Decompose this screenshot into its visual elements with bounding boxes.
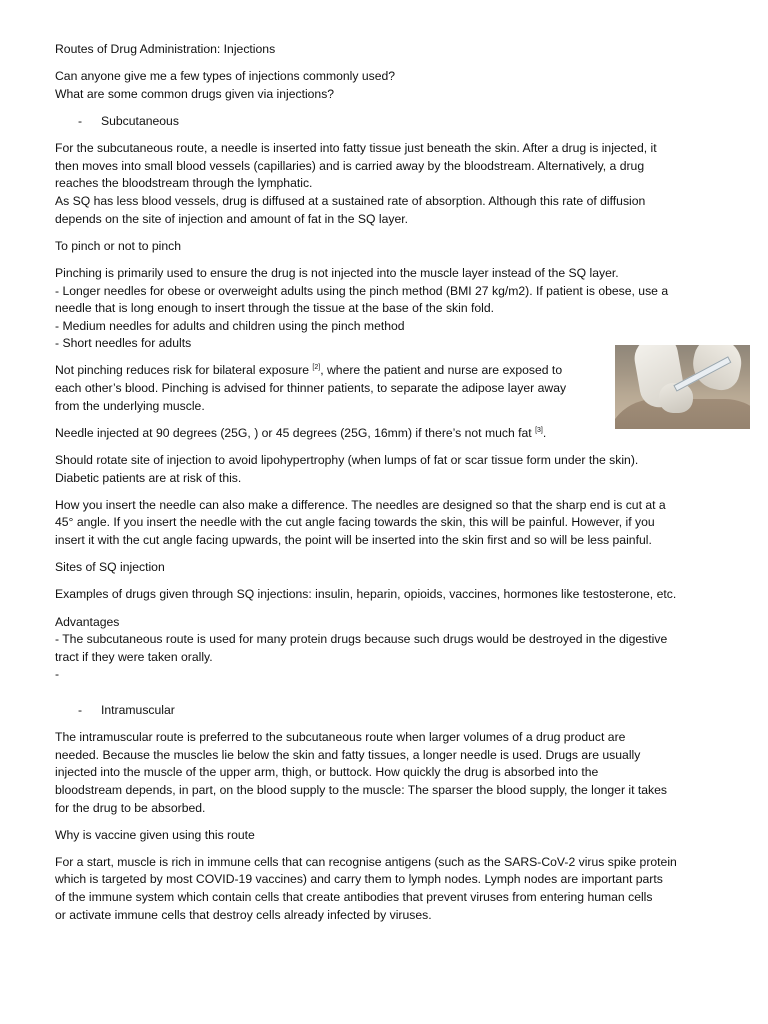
- text-line: Pinching is primarily used to ensure the drug is not injected into the muscle layer instead of the SQ layer.: [55, 265, 619, 280]
- text-fragment: Not pinching reduces risk for bilateral exposure: [55, 363, 313, 378]
- intramuscular-heading: [55, 702, 720, 720]
- text-line: - Short needles for adults: [55, 336, 192, 351]
- pinch-heading: To pinch or not to pinch: [55, 238, 182, 253]
- subcutaneous-heading-text: Subcutaneous: [101, 113, 179, 128]
- text-line: tract if they were taken orally.: [55, 649, 213, 664]
- text-fragment: , where the patient and nurse are exposed to: [320, 363, 563, 378]
- bullet-dash: -: [78, 113, 83, 128]
- sq-drug-examples: Examples of drugs given through SQ injections: insulin, heparin, opioids, vaccines, hormones like testosterone, etc.: [55, 587, 677, 602]
- text-fragment: Needle injected at 90 degrees (25G, ) or 45 degrees (25G, 16mm) if there’s not much fat: [55, 425, 536, 440]
- text-line: As SQ has less blood vessels, drug is diffused at a sustained rate of absorption. Although this rate of diffusion: [55, 193, 646, 208]
- subcutaneous-heading: [55, 113, 720, 131]
- text-line: which is targeted by most COVID-19 vaccines) and carry them to lymph nodes. Lymph nodes are important parts: [55, 872, 663, 887]
- text-line: - Longer needles for obese or overweight adults using the pinch method (BMI 27 kg/m2). If patient is obese, use a: [55, 283, 669, 298]
- text-line: Diabetic patients are at risk of this.: [55, 470, 242, 485]
- intro-questions: [55, 68, 720, 103]
- text-line: injected into the muscle of the upper arm, thigh, or buttock. How quickly the drug is absorbed into the: [55, 765, 599, 780]
- pinch-guidance: [55, 265, 720, 353]
- rotate-site-paragraph: [55, 452, 720, 487]
- document-body: [55, 41, 720, 924]
- text-line: For a start, muscle is rich in immune cells that can recognise antigens (such as the SARS-CoV-2 virus spike protein: [55, 854, 677, 869]
- text-line: bloodstream depends, in part, on the blood supply to the muscle: The sparser the blood supply, the longer it takes: [55, 782, 668, 797]
- text-line: Should rotate site of injection to avoid lipohypertrophy (when lumps of fat or scar tissue form under the skin).: [55, 453, 639, 468]
- subcutaneous-description: [55, 140, 720, 228]
- sites-heading: Sites of SQ injection: [55, 560, 165, 575]
- text-line: needed. Because the muscles lie below the skin and fatty tissues, a longer needle is used. Drugs are usually: [55, 747, 641, 762]
- intro-question-line: What are some common drugs given via injections?: [55, 86, 335, 101]
- injection-photo: [615, 345, 750, 429]
- text-line: each other’s blood. Pinching is advised for thinner patients, to separate the adipose layer away: [55, 381, 567, 396]
- text-line: depends on the site of injection and amount of fat in the SQ layer.: [55, 211, 408, 226]
- text-line: - Medium needles for adults and children using the pinch method: [55, 318, 405, 333]
- text-line: insert it with the cut angle facing upwards, the point will be inserted into the skin first and so will be less painful.: [55, 533, 652, 547]
- text-line: for the drug to be absorbed.: [55, 800, 206, 815]
- vaccine-heading: Why is vaccine given using this route: [55, 827, 255, 842]
- text-fragment: .: [542, 425, 547, 440]
- reference-marker[interactable]: [3]: [535, 426, 543, 434]
- text-line: The intramuscular route is preferred to the subcutaneous route when larger volumes of a drug product are: [55, 730, 626, 745]
- bullet-dash: -: [78, 702, 83, 717]
- intro-question-line: Can anyone give me a few types of injections commonly used?: [55, 69, 396, 84]
- text-line: How you insert the needle can also make a difference. The needles are designed so that the sharp end is cut at a: [55, 497, 666, 512]
- advantages-section: [55, 614, 720, 684]
- text-line: 45° angle. If you insert the needle with the cut angle facing towards the skin, this will be painful. However, if you: [55, 515, 655, 530]
- text-line: For the subcutaneous route, a needle is inserted into fatty tissue just beneath the skin. After a drug is injected, it: [55, 141, 657, 156]
- text-line: - The subcutaneous route is used for many protein drugs because such drugs would be destroyed in the digestive: [55, 632, 668, 647]
- text-line: -: [55, 667, 60, 682]
- text-line: of the immune system which contain cells that create antibodies that prevent viruses from entering human cells: [55, 890, 653, 905]
- intramuscular-description: [55, 729, 720, 817]
- reference-marker[interactable]: [2]: [312, 364, 321, 372]
- document-title: Routes of Drug Administration: Injections: [55, 42, 276, 56]
- advantages-heading: Advantages: [55, 614, 120, 629]
- needle-insertion-paragraph: [55, 497, 720, 550]
- intramuscular-heading-text: Intramuscular: [101, 702, 175, 717]
- text-line: or activate immune cells that destroy cells already infected by viruses.: [55, 907, 432, 922]
- text-line: from the underlying muscle.: [55, 398, 205, 413]
- text-line: reaches the bloodstream through the lymphatic.: [55, 176, 313, 191]
- vaccine-explanation: [55, 854, 720, 924]
- text-line: needle that is long enough to insert through the tissue at the base of the skin fold.: [55, 301, 495, 316]
- text-line: then moves into small blood vessels (capillaries) and is carried away by the bloodstream. Alternatively, a drug: [55, 158, 645, 173]
